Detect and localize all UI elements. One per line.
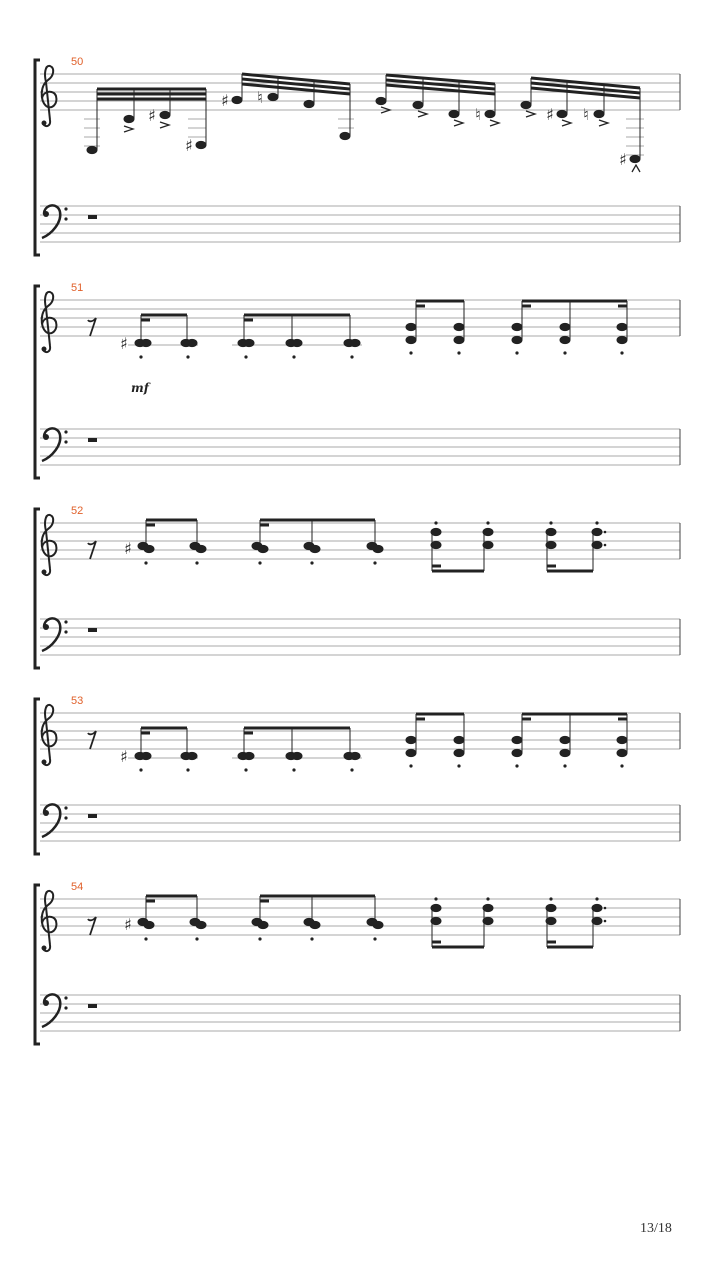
treble-staff [40, 899, 680, 935]
half-rest-icon [88, 628, 97, 632]
svg-text:♮: ♮ [475, 105, 481, 124]
dynamic-marking: mf [131, 381, 149, 395]
svg-text:♯: ♯ [185, 136, 193, 155]
bass-staff [40, 429, 680, 465]
svg-text:♯: ♯ [221, 91, 229, 110]
measure-number: 51 [71, 282, 84, 294]
treble-clef-icon [42, 292, 57, 352]
page-number: 13/18 [640, 1221, 672, 1236]
measure-number: 53 [71, 695, 84, 707]
svg-text:♯: ♯ [148, 106, 156, 125]
sharp-icon: ♯ [124, 915, 132, 934]
measure-number: 54 [71, 881, 84, 893]
treble-staff [40, 713, 680, 749]
bass-staff [40, 206, 680, 242]
notes [138, 520, 602, 571]
system-1 [35, 56, 680, 255]
treble-clef-icon [42, 705, 57, 765]
accolade [35, 509, 40, 668]
svg-text:♮: ♮ [583, 105, 589, 124]
half-rest-icon [88, 438, 97, 442]
half-rest-icon [88, 1004, 97, 1008]
sharp-icon: ♯ [124, 539, 132, 558]
svg-text:♯: ♯ [546, 105, 554, 124]
treble-clef-icon [42, 66, 57, 126]
accolade [35, 286, 40, 478]
accolade [35, 885, 40, 1044]
treble-staff [40, 523, 680, 559]
notes [87, 74, 640, 163]
notes [138, 896, 602, 947]
notes [128, 714, 627, 760]
sharp-icon: ♯ [120, 747, 128, 766]
bass-staff [40, 995, 680, 1031]
system-5 [35, 881, 680, 1044]
accolade [35, 699, 40, 854]
measure-number: 50 [71, 56, 84, 68]
system-2 [35, 282, 680, 478]
treble-staff [40, 300, 680, 336]
bass-staff [40, 805, 680, 841]
measure-number: 52 [71, 505, 84, 517]
sharp-icon: ♯ [120, 334, 128, 353]
staccato-dots [139, 764, 623, 771]
svg-text:♯: ♯ [619, 150, 627, 169]
system-3 [35, 505, 680, 668]
system-4 [35, 695, 680, 854]
notes [128, 301, 627, 347]
treble-clef-icon [42, 515, 57, 575]
svg-text:♮: ♮ [257, 88, 263, 107]
half-rest-icon [88, 814, 97, 818]
bass-staff [40, 619, 680, 655]
treble-clef-icon [42, 891, 57, 951]
staccato-dots [139, 351, 623, 358]
half-rest-icon [88, 215, 97, 219]
accolade [35, 60, 40, 255]
accidentals [148, 88, 627, 169]
